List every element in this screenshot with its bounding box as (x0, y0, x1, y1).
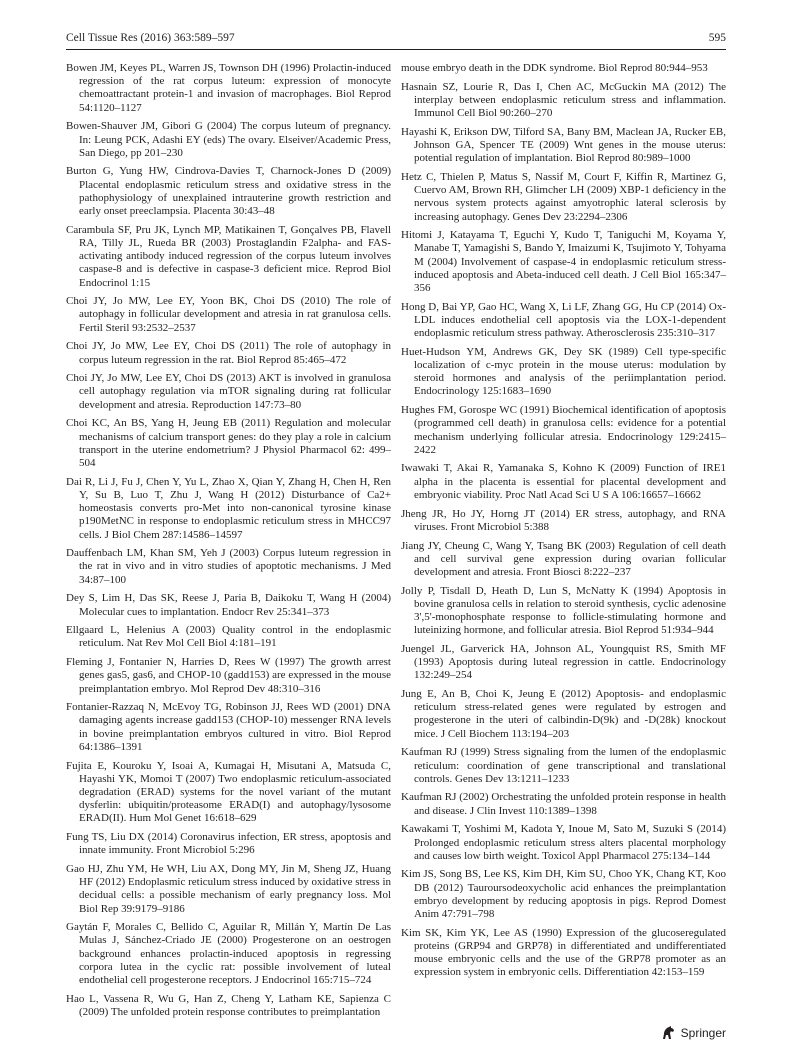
reference-entry: Hitomi J, Katayama T, Eguchi Y, Kudo T, Taniguchi M, Koyama Y, Manabe T, Yamagishi S, Bando Y, Imaizumi K, Tsujimoto Y, Tohyama M (2004) Involvement of caspase-4 in endoplasmic reticulum stress-induced apoptosis and Abeta-induced cell death. J Cell Biol 165:347–356 (401, 229, 726, 295)
running-header (66, 27, 726, 50)
reference-entry: Gaytán F, Morales C, Bellido C, Aguilar R, Millán Y, Martín De Las Mulas J, Sánchez-Criado JE (2000) Progesterone on an oestrogen background enhances prolactin-induced apoptosis in regressing corpora lutea in the cyclic rat: possible involvement of luteal endothelial cell progesterone receptors. J Endocrinol 165:715–724 (66, 921, 391, 987)
reference-entry: Burton G, Yung HW, Cindrova-Davies T, Charnock-Jones D (2009) Placental endoplasmic reticulum stress and oxidative stress in the pathophysiology of unexplained intrauterine growth restriction and early onset preeclampsia. Placenta 30:43–48 (66, 165, 391, 218)
reference-entry: Fujita E, Kouroku Y, Isoai A, Kumagai H, Misutani A, Matsuda C, Hayashi YK, Momoi T (2007) Two endoplasmic reticulum-associated degradation (ERAD) systems for the novel variant of the mutant dysferlin: ubiquitin/proteasome ERAD(I) and autophagy/lysosome ERAD(II). Hum Mol Genet 16:618–629 (66, 759, 391, 825)
reference-entry: Bowen-Shauver JM, Gibori G (2004) The corpus luteum of pregnancy. In: Leung PCK, Adashi EY (eds) The ovary. Elseiver/Academic Press, San Diego, pp 201–230 (66, 120, 391, 159)
reference-entry: Choi JY, Jo MW, Lee EY, Choi DS (2011) The role of autophagy in corpus luteum regression in the rat. Biol Reprod 85:465–472 (66, 340, 391, 366)
reference-entry: Choi KC, An BS, Yang H, Jeung EB (2011) Regulation and molecular mechanisms of calcium transport genes: do they play a role in calcium transport in the uterine endometrium? J Physiol Pharmacol 62: 499–504 (66, 417, 391, 469)
reference-entry: Hayashi K, Erikson DW, Tilford SA, Bany BM, Maclean JA, Rucker EB, Johnson GA, Spencer TE (2009) Wnt genes in the mouse uterus: potential regulation of implantation. Biol Reprod 80:989–1000 (401, 125, 726, 165)
reference-entry: Choi JY, Jo MW, Lee EY, Yoon BK, Choi DS (2010) The role of autophagy in follicular development and atresia in rat granulosa cells. Fertil Steril 93:2532–2537 (66, 295, 391, 334)
reference-entry: Bowen JM, Keyes PL, Warren JS, Townson DH (1996) Prolactin-induced regression of the rat corpus luteum: expression of monocyte chemoattractant protein-1 and invasion of macrophages. Biol Reprod 54:1120–1127 (66, 62, 391, 114)
reference-entry: Fontanier-Razzaq N, McEvoy TG, Robinson JJ, Rees WD (2001) DNA damaging agents increase gadd153 (CHOP-10) messenger RNA levels in bovine preimplantation embryos cultured in vitro. Biol Reprod 64:1386–1391 (66, 701, 391, 753)
references-right-column (401, 62, 726, 1025)
reference-entry: Jheng JR, Ho JY, Horng JT (2014) ER stress, autophagy, and RNA viruses. Front Microbiol 5:388 (401, 507, 726, 533)
reference-entry: Kim SK, Kim YK, Lee AS (1990) Expression of the glucoseregulated proteins (GRP94 and GRP78) in differentiated and undifferentiated mouse embryonic cells and the use of the GRP78 promoter as an expression system in embryonic cells. Differentiation 42:153–159 (401, 926, 726, 979)
reference-entry: Juengel JL, Garverick HA, Johnson AL, Youngquist RS, Smith MF (1993) Apoptosis during luteal regression in cattle. Endocrinology 132:249–254 (401, 642, 726, 682)
reference-entry: Kaufman RJ (1999) Stress signaling from the lumen of the endoplasmic reticulum: coordination of gene transcriptional and translational controls. Genes Dev 13:1211–1233 (401, 746, 726, 785)
reference-entry: Fung TS, Liu DX (2014) Coronavirus infection, ER stress, apoptosis and innate immunity. Front Microbiol 5:296 (66, 831, 391, 857)
springer-horse-icon (660, 1025, 676, 1041)
reference-entry: Dey S, Lim H, Das SK, Reese J, Paria B, Daikoku T, Wang H (2004) Molecular cues to implantation. Endocr Rev 25:341–373 (66, 592, 391, 618)
reference-entry: Hao L, Vassena R, Wu G, Han Z, Cheng Y, Latham KE, Sapienza C (2009) The unfolded protein response contributes to preimplantation (66, 992, 391, 1018)
reference-entry: Kaufman RJ (2002) Orchestrating the unfolded protein response in health and disease. J Clin Invest 110:1389–1398 (401, 791, 726, 817)
reference-entry: mouse embryo death in the DDK syndrome. Biol Reprod 80:944–953 (401, 62, 708, 74)
reference-entry: Fleming J, Fontanier N, Harries D, Rees W (1997) The growth arrest genes gas5, gas6, and CHOP-10 (gadd153) are expressed in the mouse preimplantation embryo. Mol Reprod Dev 48:310–316 (66, 656, 391, 695)
page-number: 595 (708, 32, 726, 44)
reference-entry: Iwawaki T, Akai R, Yamanaka S, Kohno K (2009) Function of IRE1 alpha in the placenta is essential for placental development and embryonic viability. Proc Natl Acad Sci U S A 106:16657–16662 (401, 462, 726, 501)
reference-entry: Gao HJ, Zhu YM, He WH, Liu AX, Dong MY, Jin M, Sheng JZ, Huang HF (2012) Endoplasmic reticulum stress induced by oxidative stress in decidual cells: a possible mechanism of early pregnancy loss. Mol Biol Rep 39:9179–9186 (66, 862, 391, 915)
reference-entry: Hetz C, Thielen P, Matus S, Nassif M, Court F, Kiffin R, Martinez G, Cuervo AM, Brown RH, Glimcher LH (2009) XBP-1 deficiency in the nervous system protects against amyotrophic lateral sclerosis by increasing autophagy. Genes Dev 23:2294–2306 (401, 170, 726, 223)
reference-entry: Dai R, Li J, Fu J, Chen Y, Yu L, Zhao X, Qian Y, Zhang H, Chen H, Ren Y, Su B, Luo T, Zhu J, Wang H (2012) Disturbance of Ca2+ homeostasis converts pro-Met into non-canonical tyrosine kinase p190MetNC in response to endoplasmic reticulum stress in MHCC97 cells. J Biol Chem 287:14586–14597 (66, 475, 391, 541)
reference-entry: Carambula SF, Pru JK, Lynch MP, Matikainen T, Gonçalves PB, Flavell RA, Tilly JL, Rueda BR (2003) Prostaglandin F2alpha- and FAS-activating antibody induced regression of the corpus luteum involves caspase-8 and is defective in caspase-3 deficient mice. Reprod Biol Endocrinol 1:15 (66, 223, 391, 289)
reference-entry: Kawakami T, Yoshimi M, Kadota Y, Inoue M, Sato M, Suzuki S (2014) Prolonged endoplasmic reticulum stress alters placental morphology and causes low birth weight. Toxicol Appl Pharmacol 275:134–144 (401, 823, 726, 862)
references-body (66, 62, 726, 1025)
reference-entry: Huet-Hudson YM, Andrews GK, Dey SK (1989) Cell type-specific localization of c-myc protein in the mouse uterus: modulation by steroid hormones and analysis of the periimplantation period. Endocrinology 125:1683–1690 (401, 345, 726, 398)
reference-entry: Dauffenbach LM, Khan SM, Yeh J (2003) Corpus luteum regression in the rat in vivo and in vitro studies of apoptotic mechanisms. J Med 34:87–100 (66, 547, 391, 586)
references-left-column (66, 62, 391, 1025)
reference-entry: Jung E, An B, Choi K, Jeung E (2012) Apoptosis- and endoplasmic reticulum stress-related genes were regulated by estrogen and progesterone in the uteri of calbindin-D(9k) and -D(28k) knockout mice. J Cell Biochem 113:194–203 (401, 688, 726, 740)
reference-entry: Choi JY, Jo MW, Lee EY, Choi DS (2013) AKT is involved in granulosa cell autophagy regulation via mTOR signaling during rat follicular development and atresia. Reproduction 147:73–80 (66, 372, 391, 411)
reference-entry: Jolly P, Tisdall D, Heath D, Lun S, McNatty K (1994) Apoptosis in bovine granulosa cells in relation to steroid synthesis, cyclic adenosine 3',5'-monophosphate response to follicle-stimulating hormone and luteinizing hormone, and follicular atresia. Biol Reprod 51:934–944 (401, 584, 726, 637)
journal-citation: Cell Tissue Res (2016) 363:589–597 (66, 32, 235, 44)
reference-entry: Hong D, Bai YP, Gao HC, Wang X, Li LF, Zhang GG, Hu CP (2014) Ox-LDL induces endothelial cell apoptosis via the LOX-1-dependent endoplasmic reticulum stress pathway. Atherosclerosis 235:310–317 (401, 300, 726, 340)
reference-entry: Ellgaard L, Helenius A (2003) Quality control in the endoplasmic reticulum. Nat Rev Mol Cell Biol 4:181–191 (66, 624, 391, 650)
reference-entry: Jiang JY, Cheung C, Wang Y, Tsang BK (2003) Regulation of cell death and cell survival gene expression during ovarian follicular development and atresia. Front Biosci 8:222–237 (401, 539, 726, 578)
publisher-logo (660, 1025, 726, 1041)
publisher-name: Springer (680, 1026, 726, 1040)
reference-entry: Hughes FM, Gorospe WC (1991) Biochemical identification of apoptosis (programmed cell death) in granulosa cells: evidence for a potential mechanism underlying follicular atresia. Endocrinology 129:2415–2422 (401, 404, 726, 456)
reference-entry: Hasnain SZ, Lourie R, Das I, Chen AC, McGuckin MA (2012) The interplay between endoplasmic reticulum stress and inflammation. Immunol Cell Biol 90:260–270 (401, 80, 726, 120)
reference-entry: Kim JS, Song BS, Lee KS, Kim DH, Kim SU, Choo YK, Chang KT, Koo DB (2012) Tauroursodeoxycholic acid enhances the preimplantation embryo development by reducing apoptosis in pigs. Reprod Domest Anim 47:791–798 (401, 868, 726, 921)
